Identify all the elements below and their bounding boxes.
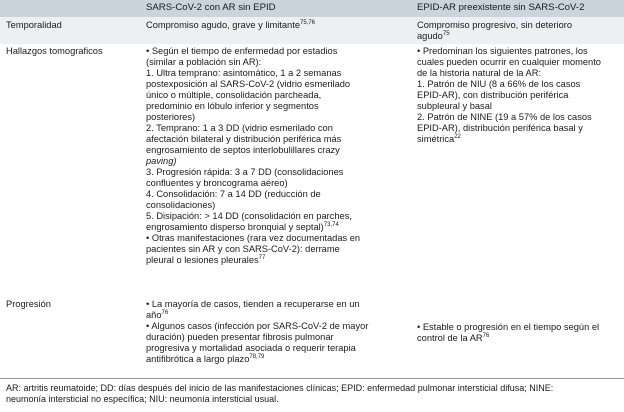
text-line: duración) pueden presentar fibrosis pulmonar — [146, 332, 334, 342]
reference-superscript: 76 — [482, 332, 490, 339]
text-line: de la historia natural de la AR: — [417, 68, 542, 78]
row-label-temporalidad: Temporalidad — [6, 20, 62, 30]
table-header — [0, 0, 624, 17]
reference-superscript: 76 — [161, 309, 169, 316]
temporalidad-covid-cell — [146, 20, 376, 31]
progresion-covid-cell — [146, 299, 376, 365]
text-line: 2. Temprano: 1 a 3 DD (vidrio esmerilado con — [146, 123, 333, 133]
hallazgos-covid-cell — [146, 46, 376, 266]
text-line: • La mayoría de casos, tienden a recuperarse en un — [146, 299, 360, 309]
row-label-hallazgos: Hallazgos tomograficos — [6, 46, 103, 56]
text-line: progresiva y mortalidad asociada o requerir terapia — [146, 343, 356, 353]
footnote-line: neumonía intersticial no específica; NIU: neumonía intersticial usual. — [6, 394, 279, 404]
text-line: cuales pueden ocurrir en cualquier momento — [417, 57, 601, 67]
reference-superscript: 22 — [454, 133, 461, 140]
text-line: EPID-AR), distribución periférica basal y — [417, 123, 583, 133]
text-line: pacientes sin AR y con SARS-CoV-2): derrame — [146, 244, 340, 254]
text-line: único o múltiple, consolidación parcheada, — [146, 90, 322, 100]
reference-superscript: 75,76 — [299, 19, 315, 26]
text-line: 1. Patrón de NIU (8 a 66% de los casos — [417, 79, 581, 89]
header-col-epid-ar: EPID-AR preexistente sin SARS-CoV-2 — [417, 2, 585, 13]
text-line: afectación bilateral y distribución periférica más — [146, 134, 342, 144]
text-line: • Según el tiempo de enfermedad por estadios — [146, 46, 338, 56]
footnote-divider — [0, 378, 624, 379]
text-line: 5. Disipación: > 14 DD (consolidación en parches, — [146, 211, 352, 221]
row-label-progresion: Progresión — [6, 299, 51, 309]
text-line: pleural o lesiones pleurales — [146, 255, 259, 265]
header-col-covid-ar: SARS-CoV-2 con AR sin EPID — [146, 2, 276, 13]
text-line: 4. Consolidación: 7 a 14 DD (reducción de — [146, 189, 321, 199]
text-line: antifibrótica a largo plazo — [146, 354, 250, 364]
text-line: confluentes y broncograma aéreo) — [146, 178, 288, 188]
text-line: posteriores) — [146, 112, 196, 122]
reference-superscript: 78,79 — [249, 353, 265, 360]
text-line: 3. Progresión rápida: 3 a 7 DD (consolidaciones — [146, 167, 344, 177]
temporalidad-covid-text: Compromiso agudo, grave y limitante — [146, 20, 300, 30]
text-line: subpleural y basal — [417, 101, 492, 111]
text-line: • Predominan los siguientes patrones, los — [417, 46, 588, 56]
table-footnote — [6, 383, 618, 405]
text-line: postexposición al SARS-CoV-2 (vidrio esmerilado — [146, 79, 351, 89]
text-line: paving) — [146, 156, 177, 166]
text-line: año — [146, 310, 162, 320]
text-line: EPID-AR), con distribución periférica — [417, 90, 569, 100]
reference-superscript: 75 — [442, 30, 450, 37]
text-line: • Estable o progresión en el tiempo según el — [417, 322, 600, 332]
text-line: • Otras manifestaciones (rara vez documentadas en — [146, 233, 361, 243]
temporalidad-epid-cell — [417, 20, 619, 42]
text-line: agudo — [417, 31, 443, 41]
hallazgos-epid-cell — [417, 46, 619, 145]
text-line: • Algunos casos (infección por SARS-CoV-2 de mayor — [146, 321, 369, 331]
reference-superscript: 73,74 — [323, 221, 339, 228]
progresion-epid-cell — [417, 322, 619, 344]
text-line: 2. Patrón de NINE (19 a 57% de los casos — [417, 112, 592, 122]
text-line: engrosamiento de septos interlobulillares crazy — [146, 145, 340, 155]
text-line: engrosamiento disperso bronquial y septal) — [146, 222, 324, 232]
text-line: predominio en lóbulo inferior y segmentos — [146, 101, 319, 111]
text-line: (similar a población sin AR): — [146, 57, 262, 67]
text-line: control de la AR — [417, 333, 483, 343]
footnote-line: AR: artritis reumatoide; DD: días después del inicio de las manifestaciones clínicas; EPID: enfermedad pulmonar intersticial difusa; NINE: — [6, 383, 554, 393]
text-line: consolidaciones) — [146, 200, 216, 210]
text-line: simétrica — [417, 134, 455, 144]
text-line: 1. Ultra temprano: asintomático, 1 a 2 semanas — [146, 68, 342, 78]
reference-superscript: 77 — [258, 254, 266, 261]
text-line: Compromiso progresivo, sin deterioro — [417, 20, 573, 30]
